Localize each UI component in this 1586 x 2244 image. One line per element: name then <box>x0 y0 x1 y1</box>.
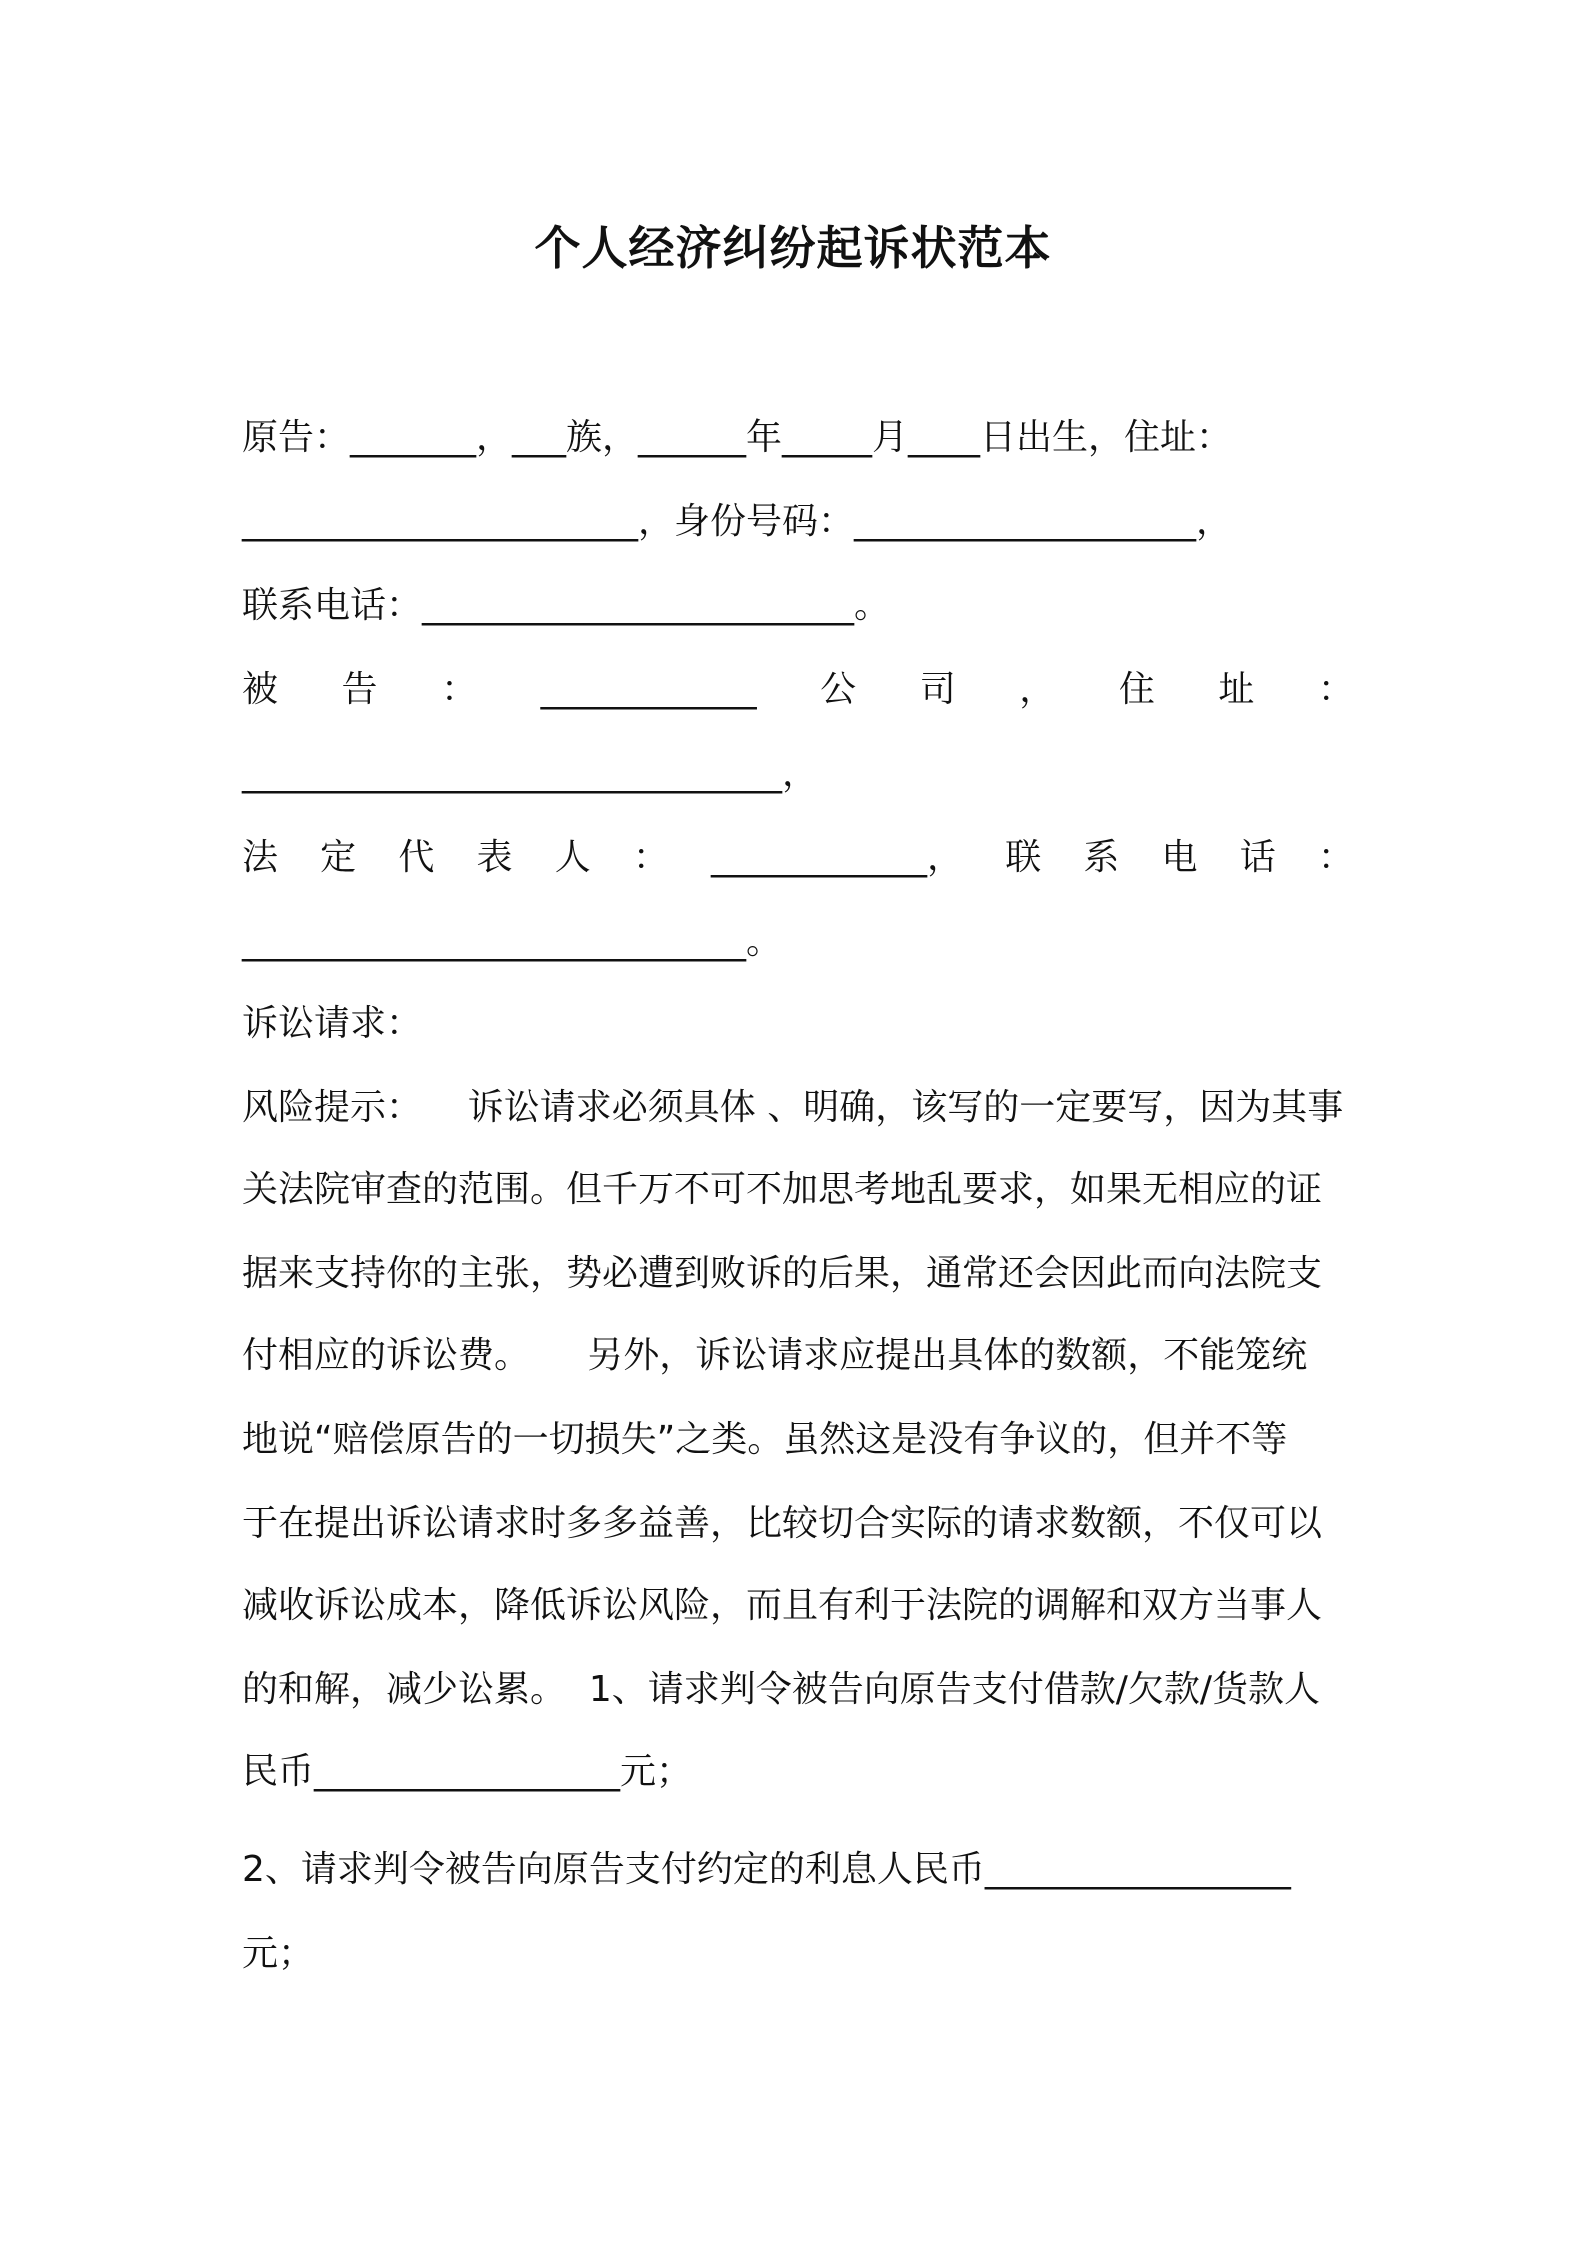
defendant-company-char: 公 <box>820 669 857 710</box>
risk-text-line: 风险提示： 诉讼请求必须具体 、明确，该写的一定要写，因为其事 <box>242 1087 1344 1128</box>
legal-rep-char: 定 <box>320 837 357 878</box>
defendant-address-colon: ： <box>1317 669 1354 710</box>
claim-2-unit-line: 元； <box>242 1933 315 1974</box>
legal-rep-phone-char: 联 <box>1005 837 1042 878</box>
risk-text-line: 据来支持你的主张，势必遭到败诉的后果，通常还会因此而向法院支 <box>242 1253 1323 1294</box>
claims-heading: 诉讼请求： <box>242 1003 423 1044</box>
defendant-name-blank: ____________ <box>540 669 757 710</box>
legal-rep-char: 人 <box>554 837 591 878</box>
risk-text-line: 的和解，减少讼累。 1、请求判令被告向原告支付借款/欠款/货款人 <box>242 1669 1321 1710</box>
plaintiff-id-line: ______________________，身份号码：___________________， <box>242 501 1233 542</box>
legal-rep-blank: ____________， <box>711 837 964 878</box>
risk-text-line: 关法院审查的范围。但千万不可不加思考地乱要求，如果无相应的证 <box>242 1169 1323 1210</box>
claim-1-amount-line: 民币_________________元； <box>242 1751 693 1792</box>
plaintiff-phone-line: 联系电话：________________________。 <box>242 585 891 626</box>
defendant-comma: ， <box>1019 669 1056 710</box>
defendant-address-char: 住 <box>1118 669 1155 710</box>
claim-2-line: 2、请求判令被告向原告支付约定的利息人民币_________________ <box>242 1849 1291 1890</box>
legal-representative-line <box>242 832 1354 884</box>
defendant-company-char: 司 <box>919 669 956 710</box>
defendant-label-char: 告 <box>341 669 378 710</box>
risk-text-line: 地说“赔偿原告的一切损失”之类。虽然这是没有争议的，但并不等 <box>242 1419 1288 1460</box>
legal-rep-phone-char: 话 <box>1239 837 1276 878</box>
legal-rep-phone-colon: ： <box>1317 837 1354 878</box>
legal-rep-char: 法 <box>242 837 279 878</box>
risk-text-line: 付相应的诉讼费。 另外，诉讼请求应提出具体的数额，不能笼统 <box>242 1335 1308 1376</box>
page-title: 个人经济纠纷起诉状范本 <box>534 221 1052 275</box>
risk-text-line: 于在提出诉讼请求时多多益善，比较切合实际的请求数额，不仅可以 <box>242 1503 1323 1544</box>
legal-rep-char: 代 <box>398 837 435 878</box>
defendant-info-line <box>242 664 1354 716</box>
defendant-address-line: ______________________________， <box>242 753 818 794</box>
defendant-address-char: 址 <box>1218 669 1255 710</box>
legal-rep-char: 表 <box>476 837 513 878</box>
defendant-label-char: 被 <box>242 669 279 710</box>
plaintiff-info-line: 原告：_______，___族，______年_____月____日出生，住址： <box>242 417 1233 458</box>
legal-rep-phone-line: ____________________________。 <box>242 921 782 962</box>
legal-rep-phone-char: 电 <box>1161 837 1198 878</box>
defendant-colon: ： <box>441 669 478 710</box>
legal-rep-colon: ： <box>632 837 669 878</box>
risk-text-line: 减收诉讼成本，降低诉讼风险，而且有利于法院的调解和双方当事人 <box>242 1585 1323 1626</box>
legal-rep-phone-char: 系 <box>1083 837 1120 878</box>
